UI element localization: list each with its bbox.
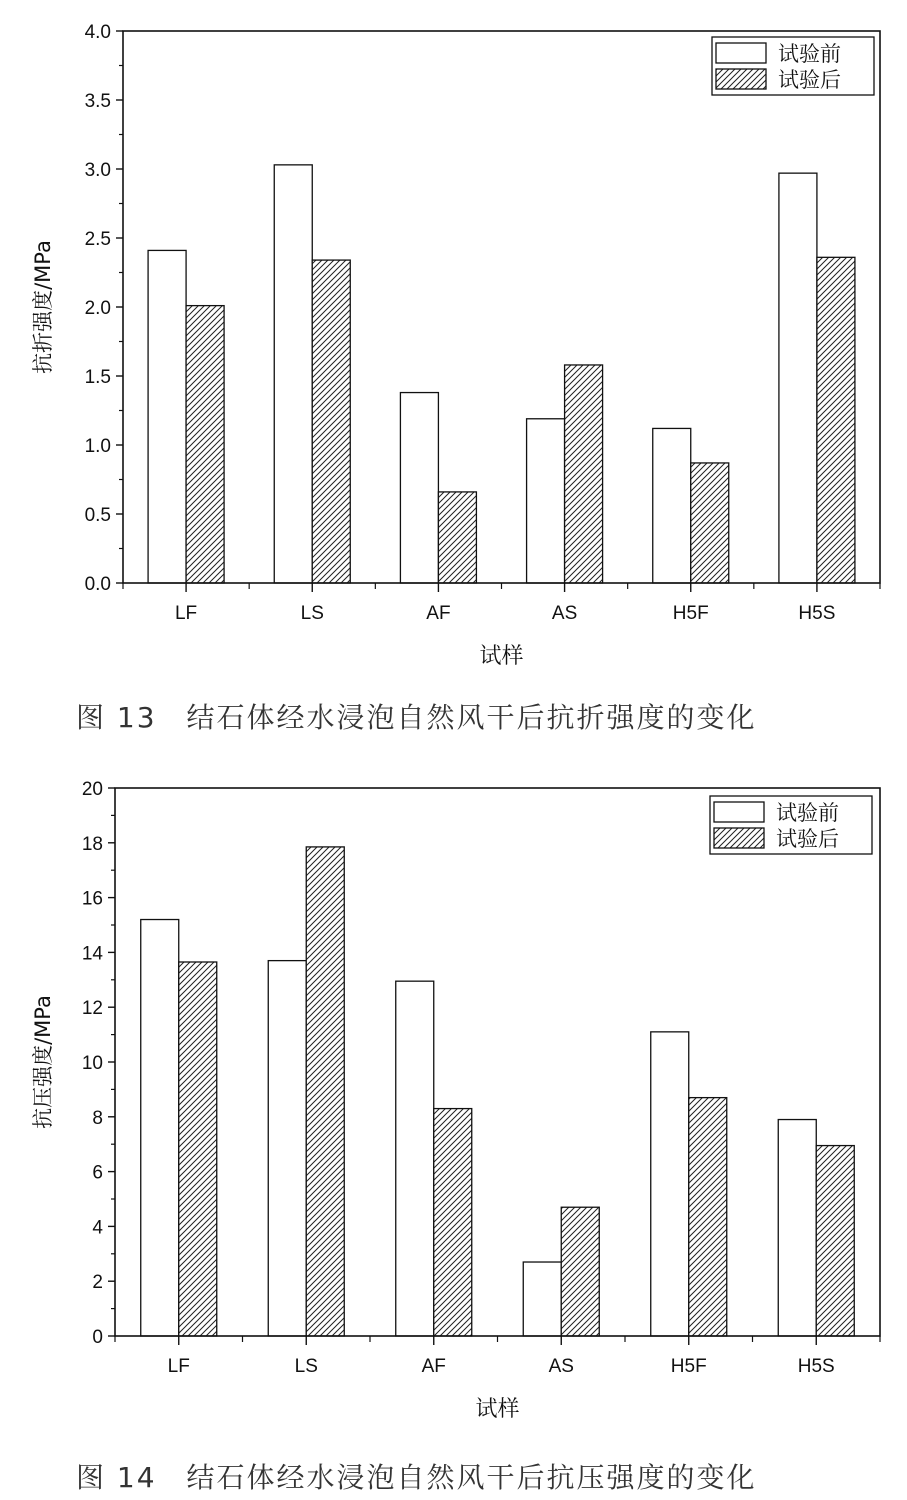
legend-swatch-after xyxy=(714,828,764,848)
bar-AF-before xyxy=(396,981,434,1336)
legend-label-after: 试验后 xyxy=(778,68,841,92)
x-tick-label-AF: AF xyxy=(421,1356,446,1377)
bar-H5F-after xyxy=(691,463,729,583)
y-tick-label: 6 xyxy=(92,1162,103,1184)
bar-AS-after xyxy=(561,1207,599,1336)
y-tick-label: 12 xyxy=(81,998,103,1020)
plot-frame xyxy=(123,31,880,583)
bar-LF-before xyxy=(148,250,186,583)
x-tick-label-LS: LS xyxy=(300,603,324,624)
y-tick-label: 16 xyxy=(81,888,103,910)
legend-swatch-before xyxy=(714,802,764,822)
y-tick-label: 0.0 xyxy=(84,574,111,595)
bar-LS-after xyxy=(312,260,350,583)
x-tick-label-H5S: H5S xyxy=(797,1356,835,1377)
bar-LS-after xyxy=(306,847,344,1336)
y-tick-label: 10 xyxy=(81,1053,103,1074)
bar-AS-before xyxy=(523,1262,561,1336)
legend-label-after: 试验后 xyxy=(776,827,839,851)
figure-13-caption-text: 结石体经水浸泡自然风干后抗折强度的变化 xyxy=(186,701,757,734)
x-tick-label-AF: AF xyxy=(426,603,451,624)
y-tick-label: 2.0 xyxy=(84,298,111,319)
figure-13-number: 图 13 xyxy=(76,701,157,734)
y-tick-label: 2.5 xyxy=(84,229,111,250)
bar-H5F-before xyxy=(651,1032,689,1336)
y-axis-label: 抗折强度/MPa xyxy=(31,240,55,374)
y-tick-label: 1.0 xyxy=(84,436,111,457)
compressive-strength-figure xyxy=(0,750,907,1500)
x-tick-label-H5F: H5F xyxy=(672,603,709,624)
x-axis-label: 试样 xyxy=(475,1397,520,1422)
y-tick-label: 0 xyxy=(92,1327,103,1348)
bar-AS-after xyxy=(565,365,603,583)
x-tick-label-LF: LF xyxy=(174,603,198,624)
bar-LF-after xyxy=(186,306,224,583)
y-tick-label: 3.0 xyxy=(84,160,111,181)
bar-H5S-after xyxy=(816,1146,854,1336)
bar-LF-after xyxy=(179,962,217,1336)
bar-AS-before xyxy=(527,419,565,583)
y-tick-label: 4 xyxy=(92,1217,103,1239)
bar-AF-after xyxy=(434,1109,472,1336)
compressive-strength-chart xyxy=(0,750,907,1450)
figure-13-caption xyxy=(76,696,757,736)
legend-swatch-before xyxy=(716,43,766,63)
y-tick-label: 14 xyxy=(81,943,103,965)
y-tick-label: 18 xyxy=(81,833,103,855)
y-tick-label: 2 xyxy=(92,1272,103,1294)
bar-AF-before xyxy=(400,393,438,583)
x-tick-label-H5S: H5S xyxy=(798,603,836,624)
y-tick-label: 3.5 xyxy=(84,91,111,112)
figure-14-caption xyxy=(76,1456,757,1496)
bar-H5S-before xyxy=(779,173,817,583)
bar-AF-after xyxy=(438,492,476,583)
bar-LS-before xyxy=(268,961,306,1336)
bar-H5F-before xyxy=(653,428,691,583)
x-tick-label-H5F: H5F xyxy=(670,1356,707,1377)
bar-H5S-before xyxy=(778,1120,816,1336)
bar-LS-before xyxy=(274,165,312,583)
x-tick-label-AS: AS xyxy=(548,1356,574,1377)
y-tick-label: 4.0 xyxy=(84,22,111,43)
figure-14-number: 图 14 xyxy=(76,1461,157,1494)
x-tick-label-LF: LF xyxy=(167,1356,190,1377)
y-tick-label: 20 xyxy=(81,779,103,800)
bar-LF-before xyxy=(141,920,179,1336)
y-axis-label: 抗压强度/MPa xyxy=(31,995,55,1129)
bar-H5F-after xyxy=(689,1098,727,1336)
y-tick-label: 1.5 xyxy=(84,367,111,388)
legend-label-before: 试验前 xyxy=(778,42,841,66)
x-axis-label: 试样 xyxy=(479,644,524,669)
figure-14-caption-text: 结石体经水浸泡自然风干后抗压强度的变化 xyxy=(186,1461,757,1494)
bar-H5S-after xyxy=(817,257,855,583)
legend-swatch-after xyxy=(716,69,766,89)
y-tick-label: 0.5 xyxy=(84,505,111,526)
x-tick-label-AS: AS xyxy=(551,603,578,624)
plot-frame xyxy=(115,788,880,1336)
y-tick-label: 8 xyxy=(92,1107,103,1129)
x-tick-label-LS: LS xyxy=(294,1356,318,1377)
legend-label-before: 试验前 xyxy=(776,801,839,825)
flexural-strength-chart xyxy=(0,0,907,690)
